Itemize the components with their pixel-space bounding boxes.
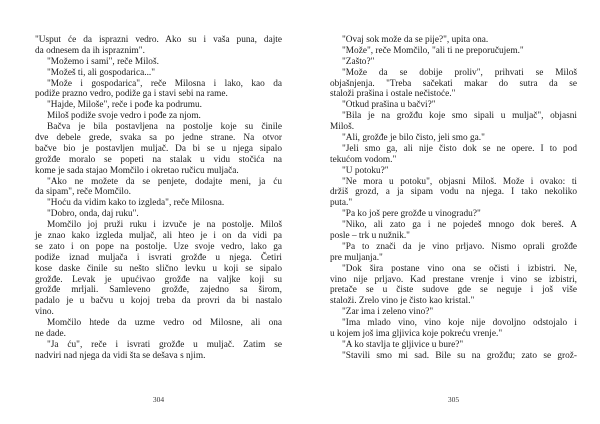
text-line: "Zar ima i zeleno vino?" [342, 307, 434, 318]
text-line: "Otkud prašina u bačvi?" [342, 100, 436, 111]
text-line: da odnesem da ih ispraznim". [35, 45, 145, 56]
text-line: "A ko stavlja te gljivice u bure?" [342, 339, 464, 350]
right-page-number: 305 [447, 395, 460, 404]
text-line: kose daske činile su nešto slično levku u koji se sipalo [35, 263, 282, 274]
text-line: Momčilo joj pruži ruku i izvuče je na postolje. Miloš [47, 220, 282, 231]
text-line: kome je sada stajao Momčilo i okretao ručicu muljača. [35, 165, 239, 176]
text-line: grožđe moralo se popeti na stalak u vidu stočića na [35, 154, 282, 165]
text-line: bačve bio je postavljen muljač. Da bi se u njega sipalo [35, 143, 282, 154]
text-line: staloži. Zrelo vino je čisto kao kristal." [330, 296, 475, 307]
text-line: "Usput će da isprazni vedro. Ako su i vaša puna, dajte [35, 35, 282, 45]
text-line: "Možeš ti, ali gospodarica..." [47, 67, 156, 78]
left-page [35, 35, 282, 362]
text-line: se zato i on pope na postolje. Uze svoje vedro, lako ga [35, 241, 282, 252]
text-line: "Pa to znači da je vino prljavo. Nismo oprali grožđe [342, 241, 577, 252]
text-line: Miloš podiže svoje vedro i pođe za njom. [47, 111, 201, 122]
text-line: "Ima mlado vino, vino koje nije dovoljno odstojalo i [342, 318, 577, 329]
text-line: "Hoću da vidim kako to izgleda", reče Milosna. [47, 198, 225, 209]
text-line: "Jeli smo ga, ali nije čisto dok se ne opere. I to pod [342, 143, 577, 154]
text-line: "Niko, ali zato ga i ne pojedeš mnogo dok bereš. A [342, 220, 577, 231]
text-line: pre muljanja." [330, 252, 383, 263]
text-line: "Dobro, onda, daj ruku". [47, 209, 139, 220]
text-line: "Ja ću", reče i isvrati grožđe u muljač. Zatim se [47, 339, 282, 350]
text-line: pretače se u čiste sudove gde se neguje i još više [330, 285, 577, 296]
text-line: dve debele grede, svaka sa po jedne strane. Na otvor [35, 133, 282, 144]
text-line: "Ako ne možete da se penjete, dodajte meni, ja ću [47, 176, 282, 187]
text-line: nadviri nad njega da vidi šta se dešava s njim. [35, 350, 206, 361]
text-line: "Možemo i sami", reče Miloš. [47, 56, 159, 67]
text-line: "Hajde, Miloše", reče i pođe ka podrumu. [47, 100, 203, 111]
text-line: "U potoku?" [342, 165, 389, 176]
text-line: ne dade. [35, 329, 66, 340]
text-line: "Može", reče Momčilo, "ali ti ne preporučujem." [342, 45, 524, 56]
right-page [330, 35, 577, 362]
text-line: Momčilo htede da uzme vedro od Milosne, ali ona [47, 318, 282, 329]
text-line: "Ali, grožđe je bilo čisto, jeli smo ga." [342, 133, 485, 144]
text-line: vino nije prljavo. Kad prestane vrenje i vino se izbistri, [330, 274, 577, 285]
text-line: grožđe mrljali. Samleveno grožđe, zajedno sa širom, [35, 285, 282, 296]
text-line: "Može i gospodarica", reče Milosna i lako, kao da [47, 78, 282, 89]
text-line: držiš grozd, a ja sipam vodu na njega. I tako nekoliko [330, 187, 577, 198]
text-line: da sipam", reče Momčilo. [35, 187, 131, 198]
text-line: "Pa ko još pere grožđe u vinogradu?" [342, 209, 481, 220]
text-line: "Zašto?" [342, 56, 375, 67]
text-line: "Stavili smo mi sad. Bile su na grožđu; zato se grož- [342, 350, 577, 361]
text-line: Miloš. [330, 122, 355, 133]
text-line: je znao kako izgleda muljač, ali hteo je i on da vidi pa [35, 231, 282, 242]
text-line: "Dok šira postane vino ona se očisti i izbistri. Ne, [342, 263, 577, 274]
text-line: objašnjenja. "Treba sačekati makar do sutra da se [330, 78, 577, 89]
text-line: podiže prazno vedro, podiže ga i stavi sebi na rame. [35, 89, 228, 100]
text-line: "Ovaj sok može da se pije?", upita ona. [342, 35, 489, 45]
text-line: "Ne mora u potoku", objasni Miloš. Može i ovako: ti [342, 176, 577, 187]
text-line: padalo je u bačvu u kojoj treba da provri da bi nastalo [35, 296, 282, 307]
text-line: podiže iznad muljača i isvrati grožđe u njega. Četiri [35, 252, 282, 263]
text-line: "Može da se dobije proliv", prihvati se Miloš [342, 67, 577, 78]
text-line: puta." [330, 198, 353, 209]
text-line: tekućom vodom." [330, 154, 397, 165]
text-line: "Bila je na grožđu koje smo sipali u muljač", objasni [342, 111, 577, 122]
text-line: posle – trk u nužnik." [330, 231, 410, 242]
text-line: staloži prašina i ostale nečistoće." [330, 89, 456, 100]
text-line: vino. [35, 307, 54, 318]
left-page-number: 304 [152, 395, 165, 404]
text-line: Bačva je bila postavljena na postolje koje su činile [47, 122, 282, 133]
text-line: grožđe. Levak je upućivao grožđe na valjke koji su [35, 274, 282, 285]
text-line: u kojem još ima gljivica koje pokreću vrenje." [330, 329, 503, 340]
